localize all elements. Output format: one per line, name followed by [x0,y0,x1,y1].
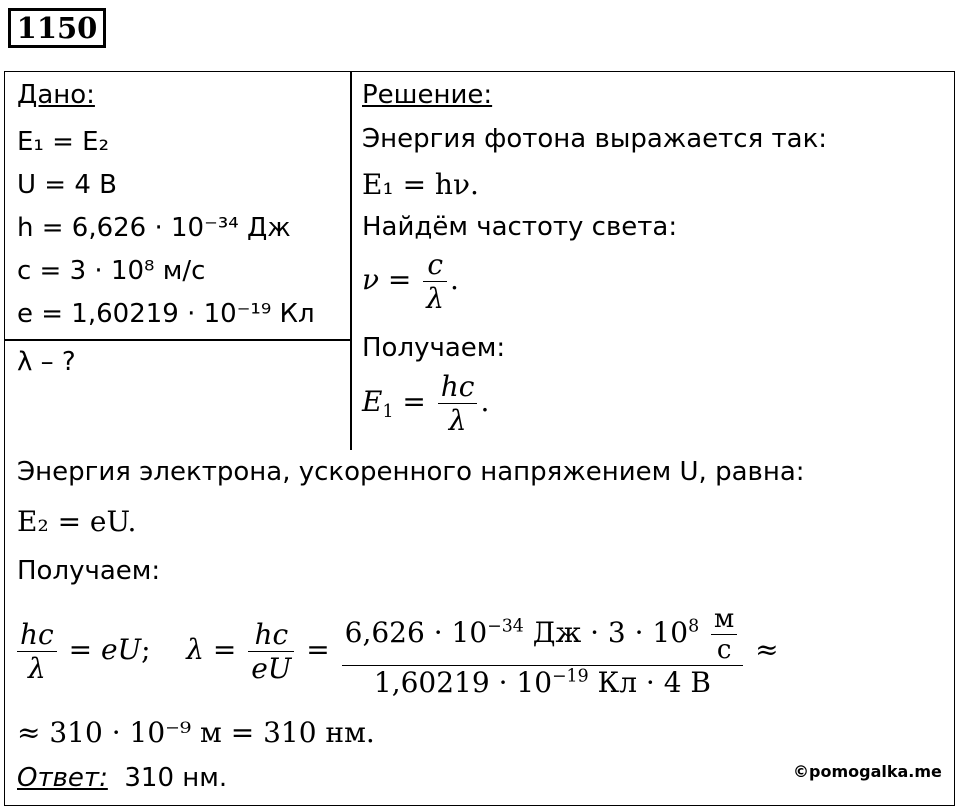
fraction-hc-lambda: $\frac{hc}{\lambda}$ [438,370,478,437]
electron-formula: E₂ = eU. [17,505,137,538]
problem-number: 1150 [8,8,106,48]
given-line-3: h = 6,626 · 10⁻³⁴ Дж [17,213,291,243]
given-line-4: c = 3 · 10⁸ м/с [17,256,206,286]
fraction-hc-eu: $\frac{hc}{eU}$ [248,618,294,685]
given-line-5: e = 1,60219 · 10⁻¹⁹ Кл [17,299,315,329]
obtain-text-1: Получаем: [362,333,506,363]
given-line-2: U = 4 В [17,170,117,200]
column-divider [350,71,352,450]
result-formula: ≈ 310 · 10⁻⁹ м = 310 нм. [17,716,375,749]
fraction-c-lambda: $\frac{c}{\lambda}$ [423,248,447,315]
electron-text: Энергия электрона, ускоренного напряжением U, равна: [17,457,805,487]
solution-title: Решение: [362,80,493,110]
fraction-m-s: $\frac{м}{с}$ [711,604,737,665]
watermark: ©pomogalka.me [793,762,942,781]
energy-formula: $E_1$ = $\frac{hc}{\lambda}$ . [362,370,490,437]
given-line-1: E₁ = E₂ [17,127,110,157]
answer-label: Ответ: [17,763,108,793]
given-title: Дано: [17,80,95,110]
fraction-hc-lambda-2: $\frac{hc}{\lambda}$ [17,618,57,685]
answer-value: 310 нм. [124,763,228,793]
photon-text: Энергия фотона выражается так: [362,124,828,154]
fraction-numeric: $6,626 \cdot 10^{-34}$ Дж · $3 \cdot 10^8$ $\frac{м}{с}$ $1,60219 \cdot 10^{-19}$ Кл · 4 В [342,604,744,699]
photon-formula: E₁ = hν. [362,168,479,201]
frequency-formula: ν = $\frac{c}{\lambda}$ . [362,248,459,315]
find-line: λ – ? [17,347,76,377]
frequency-text: Найдём частоту света: [362,212,678,242]
final-formula: $\frac{hc}{\lambda}$ = eU; λ = $\frac{hc}{eU}$ = $6,626 \cdot 10^{-34}$ Дж · $3 \cdot 10^8$ $\frac{м}{с}$ $1,60219 \cdot 10^{-19}$ Кл · 4 В ≈ [14,604,779,699]
answer-line [17,763,227,793]
obtain-text-2: Получаем: [17,556,161,586]
given-find-divider [4,339,351,341]
